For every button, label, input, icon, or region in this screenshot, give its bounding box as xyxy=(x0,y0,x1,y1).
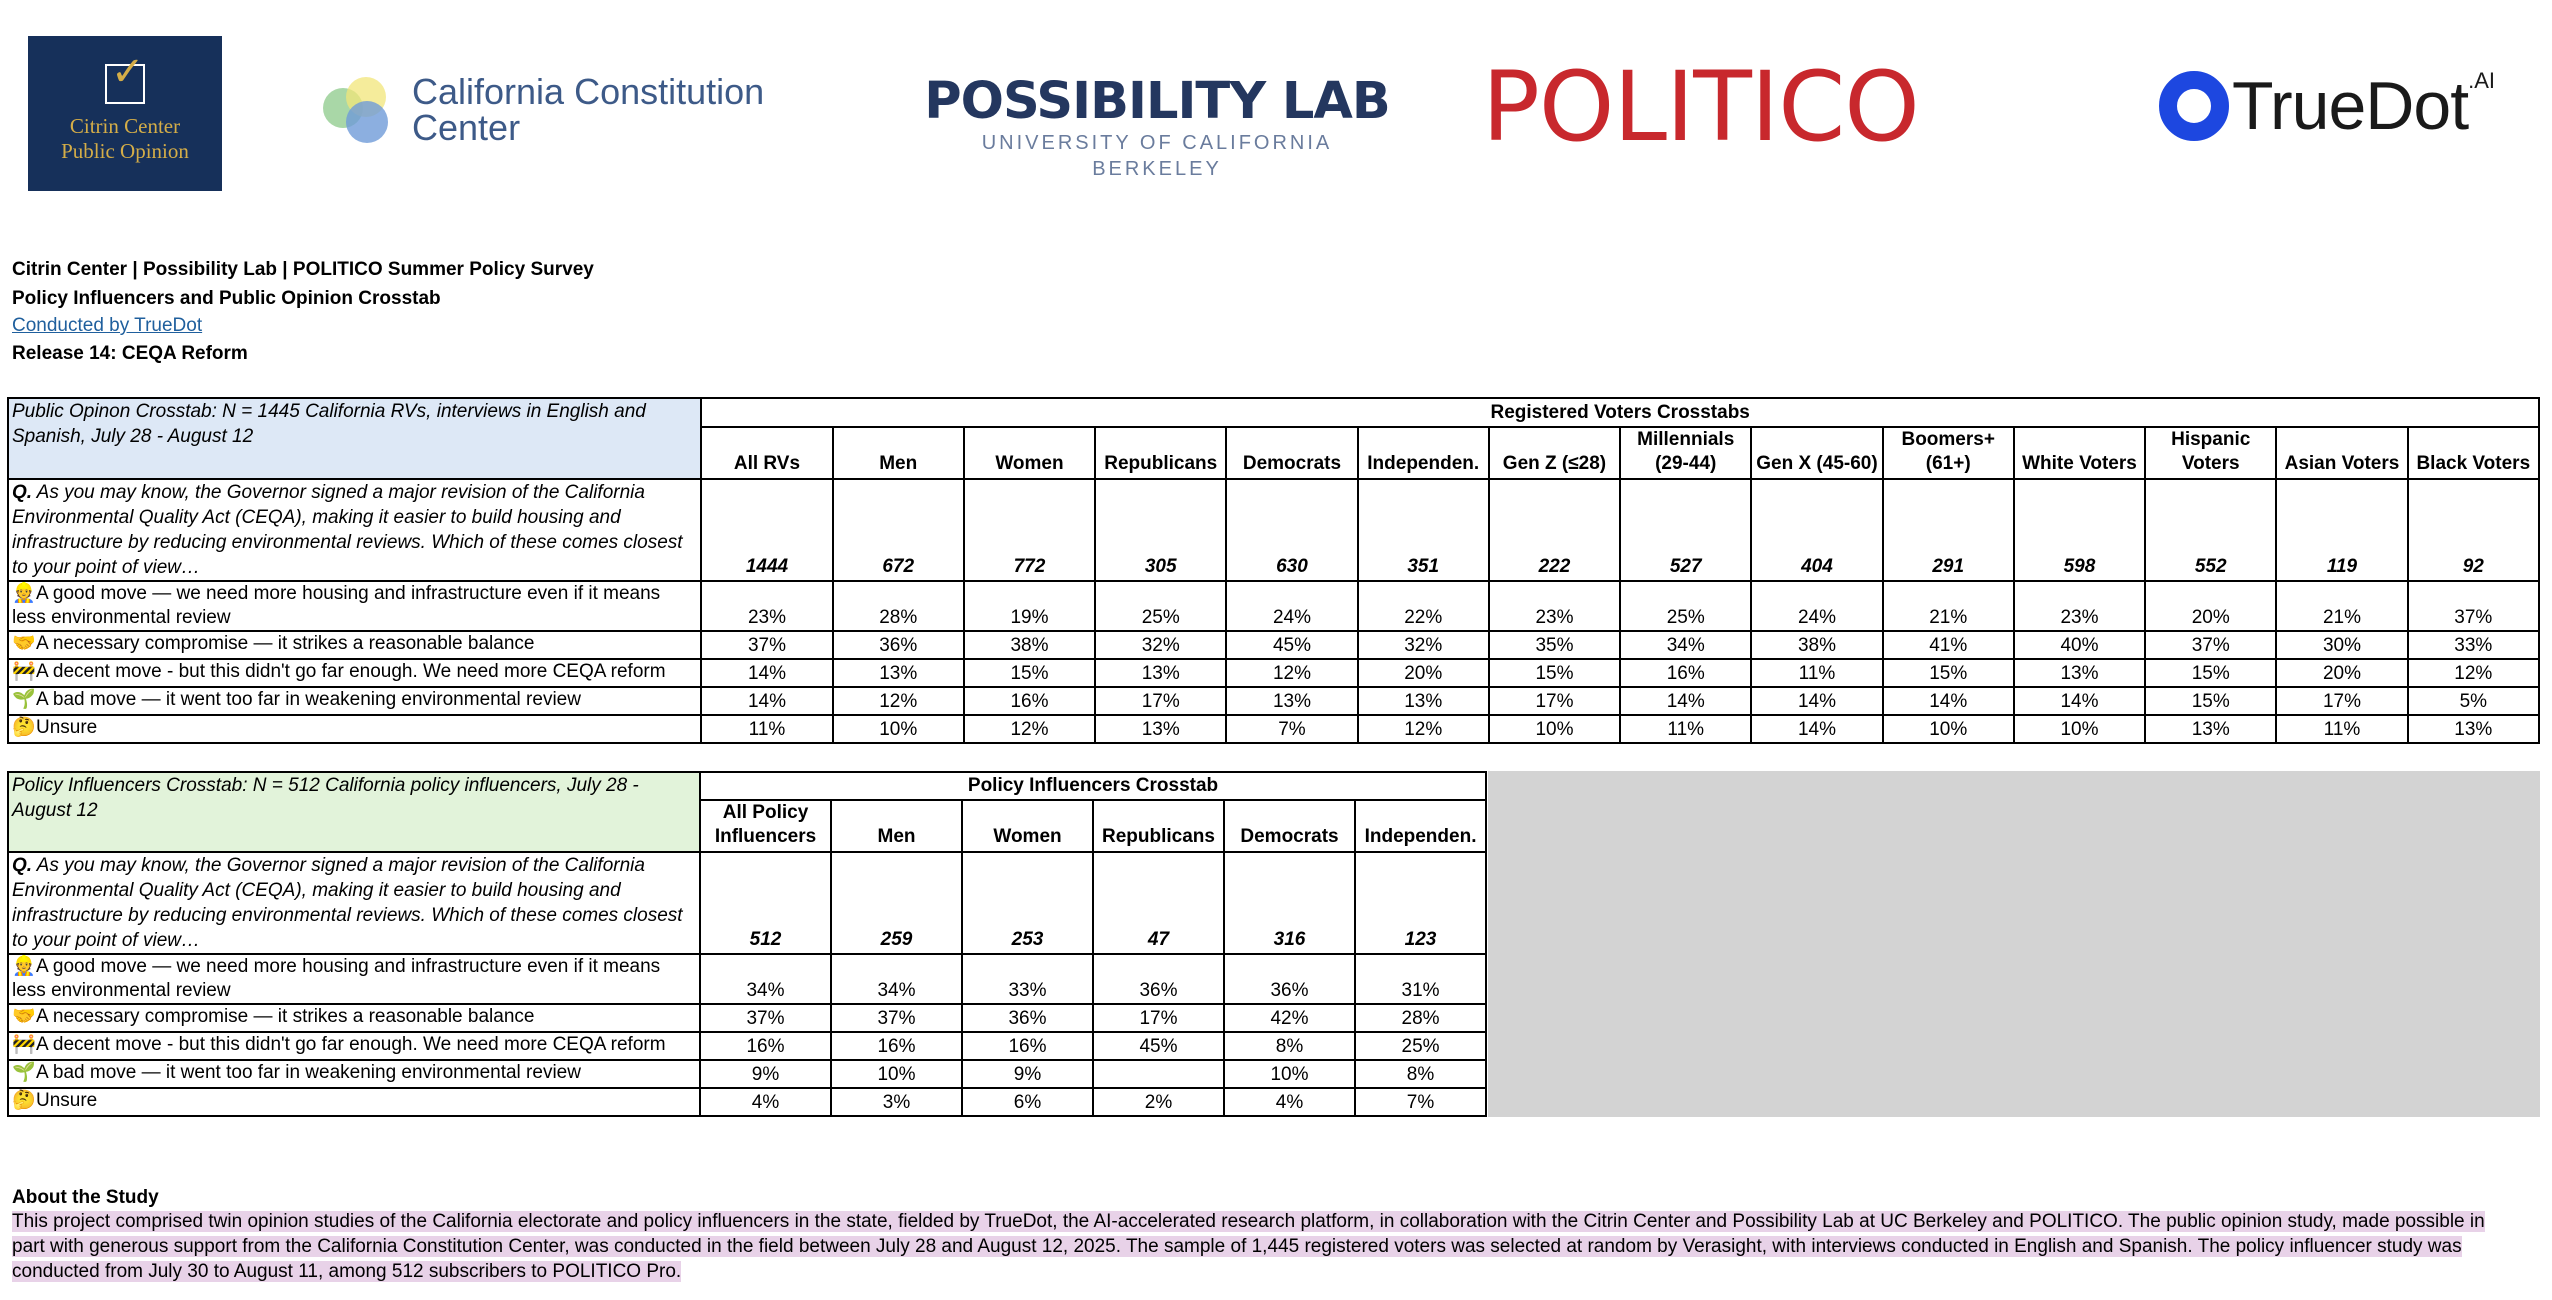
percent-cell xyxy=(1093,1060,1224,1088)
ccc-logo-line1: California Constitution xyxy=(412,71,765,112)
construction-worker-icon: 👷 xyxy=(12,583,36,604)
ccc-logo-line2: Center xyxy=(412,107,521,148)
percent-cell: 37% xyxy=(831,1004,962,1032)
percent-cell: 14% xyxy=(1883,687,2014,715)
percent-cell: 33% xyxy=(962,954,1093,1004)
percent-cell: 14% xyxy=(1620,687,1751,715)
conducted-by-link[interactable]: Conducted by TrueDot xyxy=(12,315,203,336)
percent-cell: 10% xyxy=(1883,715,2014,743)
sample-size-cell: 316 xyxy=(1224,852,1355,954)
question-text xyxy=(8,852,700,954)
column-header: Women xyxy=(964,427,1095,479)
seedling-icon: 🌱 xyxy=(12,689,36,710)
seedling-icon: 🌱 xyxy=(12,1062,36,1083)
sample-size-cell: 672 xyxy=(833,479,964,581)
percent-cell: 35% xyxy=(1489,631,1620,659)
option-label xyxy=(8,1032,700,1060)
possibility-lab-logo xyxy=(914,72,1400,182)
public-crosstab-description: Public Opinon Crosstab: N = 1445 California RVs, interviews in English and Spanish, July 28 - August 12 xyxy=(8,398,701,479)
sample-size-cell: 552 xyxy=(2145,479,2276,581)
public-opinion-crosstab xyxy=(7,397,2540,744)
percent-cell: 13% xyxy=(1358,687,1489,715)
column-header: Women xyxy=(962,800,1093,852)
percent-cell: 23% xyxy=(2014,581,2145,631)
influencer-question-row xyxy=(8,852,1486,954)
column-header: Gen X (45-60) xyxy=(1751,427,1882,479)
percent-cell: 37% xyxy=(2145,631,2276,659)
percent-cell: 34% xyxy=(1620,631,1751,659)
column-header: Independen. xyxy=(1355,800,1486,852)
release-title: Release 14: CEQA Reform xyxy=(12,343,248,364)
sample-size-cell: 119 xyxy=(2276,479,2407,581)
sample-size-cell: 47 xyxy=(1093,852,1224,954)
percent-cell: 8% xyxy=(1355,1060,1486,1088)
option-text: A bad move — it went too far in weakening environmental review xyxy=(36,689,581,710)
construction-worker-icon: 👷 xyxy=(12,956,36,977)
percent-cell: 28% xyxy=(833,581,964,631)
option-label xyxy=(8,631,701,659)
percent-cell: 12% xyxy=(833,687,964,715)
sample-size-cell: 291 xyxy=(1883,479,2014,581)
column-header: Democrats xyxy=(1224,800,1355,852)
column-header: All Policy Influencers xyxy=(700,800,831,852)
registered-voters-header: Registered Voters Crosstabs xyxy=(701,398,2539,427)
percent-cell: 4% xyxy=(700,1088,831,1116)
about-study-title: About the Study xyxy=(12,1187,159,1208)
option-label xyxy=(8,581,701,631)
percent-cell: 13% xyxy=(2145,715,2276,743)
table-row xyxy=(8,581,2539,631)
percent-cell: 42% xyxy=(1224,1004,1355,1032)
option-text: A bad move — it went too far in weakening environmental review xyxy=(36,1062,581,1083)
empty-grey-area xyxy=(1488,771,2540,1117)
percent-cell: 23% xyxy=(701,581,832,631)
percent-cell: 11% xyxy=(1751,659,1882,687)
percent-cell: 14% xyxy=(1751,687,1882,715)
question-body: As you may know, the Governor signed a major revision of the California Environmental Quality Act (CEQA), making it easier to build housing and infrastructure by reducing environmental reviews. Which of these comes closest to your point of view… xyxy=(12,482,683,578)
question-text xyxy=(8,479,701,581)
percent-cell: 13% xyxy=(2408,715,2539,743)
percent-cell: 25% xyxy=(1355,1032,1486,1060)
policy-influencers-header: Policy Influencers Crosstab xyxy=(700,772,1486,800)
percent-cell: 10% xyxy=(1489,715,1620,743)
percent-cell: 11% xyxy=(701,715,832,743)
percent-cell: 12% xyxy=(1226,659,1357,687)
percent-cell: 16% xyxy=(700,1032,831,1060)
percent-cell: 16% xyxy=(962,1032,1093,1060)
possibility-lab-subtitle: UNIVERSITY OF CALIFORNIA BERKELEY xyxy=(981,132,1333,180)
sample-size-cell: 305 xyxy=(1095,479,1226,581)
option-label xyxy=(8,1088,700,1116)
table-row xyxy=(8,1032,1486,1060)
table-row xyxy=(8,659,2539,687)
percent-cell: 14% xyxy=(1751,715,1882,743)
percent-cell: 24% xyxy=(1226,581,1357,631)
sample-size-cell: 351 xyxy=(1358,479,1489,581)
option-text: Unsure xyxy=(36,1090,98,1111)
column-header: All RVs xyxy=(701,427,832,479)
column-header: Gen Z (≤28) xyxy=(1489,427,1620,479)
table-row xyxy=(8,715,2539,743)
option-label xyxy=(8,1060,700,1088)
option-text: A necessary compromise — it strikes a reasonable balance xyxy=(36,1006,535,1027)
percent-cell: 17% xyxy=(1093,1004,1224,1032)
percent-cell: 13% xyxy=(1095,659,1226,687)
percent-cell: 20% xyxy=(1358,659,1489,687)
truedot-suffix: .AI xyxy=(2468,68,2496,93)
percent-cell: 6% xyxy=(962,1088,1093,1116)
percent-cell: 15% xyxy=(2145,659,2276,687)
california-constitution-center-logo xyxy=(316,70,764,150)
percent-cell: 20% xyxy=(2276,659,2407,687)
policy-influencers-crosstab xyxy=(7,771,1487,1117)
percent-cell: 14% xyxy=(2014,687,2145,715)
construction-barrier-icon: 🚧 xyxy=(12,1034,36,1055)
option-text: A good move — we need more housing and infrastructure even if it means less environmental review xyxy=(12,583,661,628)
checkbox-icon xyxy=(105,48,145,104)
percent-cell: 13% xyxy=(1226,687,1357,715)
table-row xyxy=(8,1060,1486,1088)
percent-cell: 30% xyxy=(2276,631,2407,659)
citrin-logo-line2: Public Opinion xyxy=(61,138,189,163)
handshake-icon: 🤝 xyxy=(12,1006,36,1027)
percent-cell: 24% xyxy=(1751,581,1882,631)
sample-size-cell: 772 xyxy=(964,479,1095,581)
percent-cell: 15% xyxy=(964,659,1095,687)
percent-cell: 34% xyxy=(831,954,962,1004)
percent-cell: 15% xyxy=(1489,659,1620,687)
percent-cell: 32% xyxy=(1358,631,1489,659)
column-header: Men xyxy=(831,800,962,852)
percent-cell: 41% xyxy=(1883,631,2014,659)
percent-cell: 17% xyxy=(2276,687,2407,715)
percent-cell: 31% xyxy=(1355,954,1486,1004)
percent-cell: 38% xyxy=(964,631,1095,659)
option-text: A decent move - but this didn't go far enough. We need more CEQA reform xyxy=(36,661,666,682)
sample-size-cell: 123 xyxy=(1355,852,1486,954)
check-mark: ✓ xyxy=(111,48,145,95)
percent-cell: 11% xyxy=(2276,715,2407,743)
percent-cell: 37% xyxy=(701,631,832,659)
handshake-icon: 🤝 xyxy=(12,633,36,654)
option-text: A necessary compromise — it strikes a reasonable balance xyxy=(36,633,535,654)
percent-cell: 9% xyxy=(962,1060,1093,1088)
sample-size-cell: 259 xyxy=(831,852,962,954)
percent-cell: 25% xyxy=(1095,581,1226,631)
column-header: Republicans xyxy=(1095,427,1226,479)
truedot-name: TrueDot xyxy=(2232,68,2469,144)
column-header: Boomers+ (61+) xyxy=(1883,427,2014,479)
sample-size-cell: 222 xyxy=(1489,479,1620,581)
option-label xyxy=(8,715,701,743)
percent-cell: 3% xyxy=(831,1088,962,1116)
percent-cell: 12% xyxy=(964,715,1095,743)
percent-cell: 21% xyxy=(1883,581,2014,631)
percent-cell: 7% xyxy=(1226,715,1357,743)
option-label xyxy=(8,1004,700,1032)
percent-cell: 13% xyxy=(1095,715,1226,743)
percent-cell: 10% xyxy=(2014,715,2145,743)
percent-cell: 10% xyxy=(1224,1060,1355,1088)
percent-cell: 25% xyxy=(1620,581,1751,631)
option-label xyxy=(8,659,701,687)
about-study-paragraph xyxy=(12,1209,2502,1284)
percent-cell: 22% xyxy=(1358,581,1489,631)
percent-cell: 45% xyxy=(1093,1032,1224,1060)
percent-cell: 32% xyxy=(1095,631,1226,659)
percent-cell: 12% xyxy=(2408,659,2539,687)
percent-cell: 36% xyxy=(962,1004,1093,1032)
percent-cell: 38% xyxy=(1751,631,1882,659)
sample-size-cell: 253 xyxy=(962,852,1093,954)
column-header: Asian Voters xyxy=(2276,427,2407,479)
public-question-row xyxy=(8,479,2539,581)
percent-cell: 2% xyxy=(1093,1088,1224,1116)
percent-cell: 36% xyxy=(1093,954,1224,1004)
percent-cell: 13% xyxy=(2014,659,2145,687)
possibility-lab-name: POSSIBILITY LAB xyxy=(924,72,1390,131)
percent-cell: 4% xyxy=(1224,1088,1355,1116)
option-text: Unsure xyxy=(36,717,98,738)
percent-cell: 37% xyxy=(700,1004,831,1032)
percent-cell: 7% xyxy=(1355,1088,1486,1116)
column-header: Republicans xyxy=(1093,800,1224,852)
citrin-center-logo xyxy=(28,36,222,191)
survey-subtitle: Policy Influencers and Public Opinion Crosstab xyxy=(12,288,441,309)
percent-cell: 14% xyxy=(701,687,832,715)
about-study-text: This project comprised twin opinion studies of the California electorate and policy influencers in the state, fielded by TrueDot, the AI-accelerated research platform, in collaboration with the Citrin Center and Possibility Lab at UC Berkeley and POLITICO. The public opinion study, made possible in part with generous support from the California Constitution Center, was conducted in the field between July 28 and August 12, 2025. The sample of 1,445 registered voters was selected at random by Verasight, with interviews conducted in English and Spanish. The policy influencer study was conducted from July 30 to August 11, among 512 subscribers to POLITICO Pro. xyxy=(12,1211,2485,1282)
sample-size-cell: 404 xyxy=(1751,479,1882,581)
percent-cell: 16% xyxy=(1620,659,1751,687)
thinking-face-icon: 🤔 xyxy=(12,1090,36,1111)
option-label xyxy=(8,687,701,715)
table-row xyxy=(8,687,2539,715)
survey-title: Citrin Center | Possibility Lab | POLITICO Summer Policy Survey xyxy=(12,259,594,280)
ring-icon xyxy=(2158,70,2230,142)
percent-cell: 10% xyxy=(833,715,964,743)
percent-cell: 20% xyxy=(2145,581,2276,631)
percent-cell: 12% xyxy=(1358,715,1489,743)
table-row xyxy=(8,1004,1486,1032)
column-header: Men xyxy=(833,427,964,479)
option-text: A good move — we need more housing and infrastructure even if it means less environmental review xyxy=(12,956,661,1001)
percent-cell: 19% xyxy=(964,581,1095,631)
column-header: Millennials (29-44) xyxy=(1620,427,1751,479)
overlapping-circles-icon xyxy=(316,70,396,150)
percent-cell: 37% xyxy=(2408,581,2539,631)
citrin-logo-line1: Citrin Center xyxy=(69,113,181,138)
percent-cell: 15% xyxy=(1883,659,2014,687)
percent-cell: 15% xyxy=(2145,687,2276,715)
sample-size-cell: 1444 xyxy=(701,479,832,581)
truedot-logo xyxy=(2158,66,2495,146)
thinking-face-icon: 🤔 xyxy=(12,717,36,738)
column-header: White Voters xyxy=(2014,427,2145,479)
percent-cell: 36% xyxy=(1224,954,1355,1004)
percent-cell: 16% xyxy=(831,1032,962,1060)
percent-cell: 17% xyxy=(1095,687,1226,715)
column-header: Hispanic Voters xyxy=(2145,427,2276,479)
column-header: Independen. xyxy=(1358,427,1489,479)
percent-cell: 36% xyxy=(833,631,964,659)
percent-cell: 21% xyxy=(2276,581,2407,631)
percent-cell: 40% xyxy=(2014,631,2145,659)
question-prefix: Q. xyxy=(12,855,33,876)
sample-size-cell: 92 xyxy=(2408,479,2539,581)
column-header: Black Voters xyxy=(2408,427,2539,479)
percent-cell: 23% xyxy=(1489,581,1620,631)
percent-cell: 5% xyxy=(2408,687,2539,715)
percent-cell: 8% xyxy=(1224,1032,1355,1060)
question-prefix: Q. xyxy=(12,482,33,503)
percent-cell: 17% xyxy=(1489,687,1620,715)
sample-size-cell: 598 xyxy=(2014,479,2145,581)
percent-cell: 34% xyxy=(700,954,831,1004)
percent-cell: 10% xyxy=(831,1060,962,1088)
column-header: Democrats xyxy=(1226,427,1357,479)
percent-cell: 13% xyxy=(833,659,964,687)
percent-cell: 9% xyxy=(700,1060,831,1088)
sample-size-cell: 512 xyxy=(700,852,831,954)
politico-logo: POLITICO xyxy=(1482,51,1919,163)
sample-size-cell: 527 xyxy=(1620,479,1751,581)
option-label xyxy=(8,954,700,1004)
option-text: A decent move - but this didn't go far enough. We need more CEQA reform xyxy=(36,1034,666,1055)
percent-cell: 28% xyxy=(1355,1004,1486,1032)
percent-cell: 14% xyxy=(701,659,832,687)
question-body: As you may know, the Governor signed a major revision of the California Environmental Quality Act (CEQA), making it easier to build housing and infrastructure by reducing environmental reviews. Which of these comes closest to your point of view… xyxy=(12,855,683,951)
table-row xyxy=(8,631,2539,659)
construction-barrier-icon: 🚧 xyxy=(12,661,36,682)
percent-cell: 16% xyxy=(964,687,1095,715)
influencers-crosstab-description: Policy Influencers Crosstab: N = 512 California policy influencers, July 28 - August 12 xyxy=(8,772,700,852)
table-row xyxy=(8,954,1486,1004)
percent-cell: 11% xyxy=(1620,715,1751,743)
table-row xyxy=(8,1088,1486,1116)
sample-size-cell: 630 xyxy=(1226,479,1357,581)
percent-cell: 45% xyxy=(1226,631,1357,659)
percent-cell: 33% xyxy=(2408,631,2539,659)
